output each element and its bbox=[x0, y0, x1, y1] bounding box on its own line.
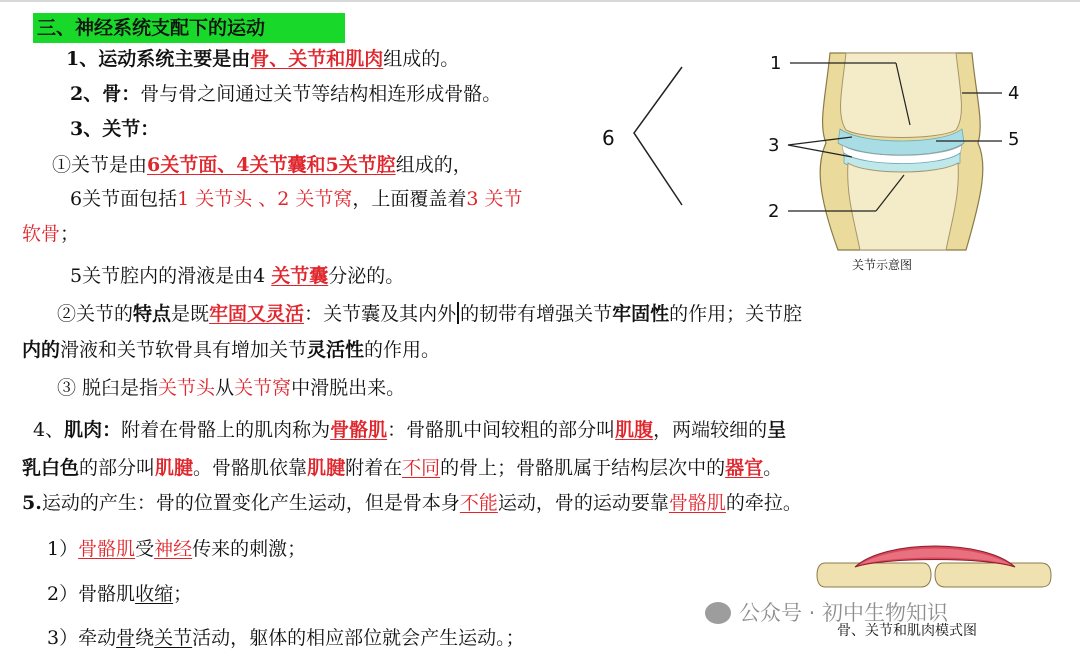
step-3: 3）牵动骨绕关节活动，躯体的相应部位就会产生运动。； bbox=[47, 627, 525, 649]
label-6: 6 bbox=[602, 126, 615, 150]
section-heading: 三、神经系统支配下的运动 bbox=[33, 13, 345, 43]
item-3-2b: 内的滑液和关节软骨具有增加关节灵活性的作用。 bbox=[22, 339, 441, 361]
wechat-icon bbox=[705, 602, 731, 624]
item-3-1c: 软骨； bbox=[22, 223, 80, 245]
label-3: 3 bbox=[768, 135, 780, 156]
step-1: 1）骨骼肌受神经传来的刺激； bbox=[47, 538, 307, 560]
item-2: 2、骨：骨与骨之间通过关节等结构相连形成骨骼。 bbox=[70, 83, 502, 105]
joint-diagram bbox=[590, 45, 1050, 280]
item-1: 1、运动系统主要是由骨、关节和肌肉组成的。 bbox=[66, 48, 460, 70]
label-1: 1 bbox=[770, 53, 782, 74]
item-3: 3、关节： bbox=[70, 118, 160, 140]
item-3-3: ③ 脱臼是指关节头从关节窝中滑脱出来。 bbox=[57, 377, 406, 399]
item-4b: 乳白色的部分叫肌腱。骨骼肌依靠肌腱附着在不同的骨上；骨骼肌属于结构层次中的器官。 bbox=[22, 457, 783, 479]
label-5: 5 bbox=[1008, 129, 1020, 150]
item-5: 5.运动的产生：骨的位置变化产生运动，但是骨本身不能运动，骨的运动要靠骨骼肌的牵拉。 bbox=[22, 492, 802, 514]
text-cursor bbox=[457, 302, 459, 324]
top-border bbox=[0, 0, 1080, 2]
item-4: 4、肌肉：附着在骨骼上的肌肉称为骨骼肌：骨骼肌中间较粗的部分叫肌腹，两端较细的呈 bbox=[33, 419, 787, 441]
item-3-1d: 5关节腔内的滑液是由4 关节囊分泌的。 bbox=[70, 265, 405, 287]
item-3-1: ①关节是由6关节面、4关节囊和5关节腔组成的， bbox=[52, 154, 472, 176]
joint-caption: 关节示意图 bbox=[852, 258, 913, 272]
label-4: 4 bbox=[1008, 83, 1020, 104]
label-2: 2 bbox=[768, 201, 780, 222]
item-3-2: ②关节的特点是既牢固又灵活：关节囊及其内外 的韧带有增强关节牢固性的作用；关节腔 bbox=[57, 303, 803, 325]
item-3-1b: 6关节面包括1 关节头 、2 关节窝，上面覆盖着3 关节 bbox=[70, 188, 523, 210]
muscle-diagram bbox=[815, 535, 1055, 645]
watermark: 公众号 · 初中生物知识 bbox=[705, 597, 948, 627]
muscle-caption: 骨、关节和肌肉模式图 bbox=[837, 623, 977, 639]
step-2: 2）骨骼肌收缩； bbox=[47, 583, 193, 605]
